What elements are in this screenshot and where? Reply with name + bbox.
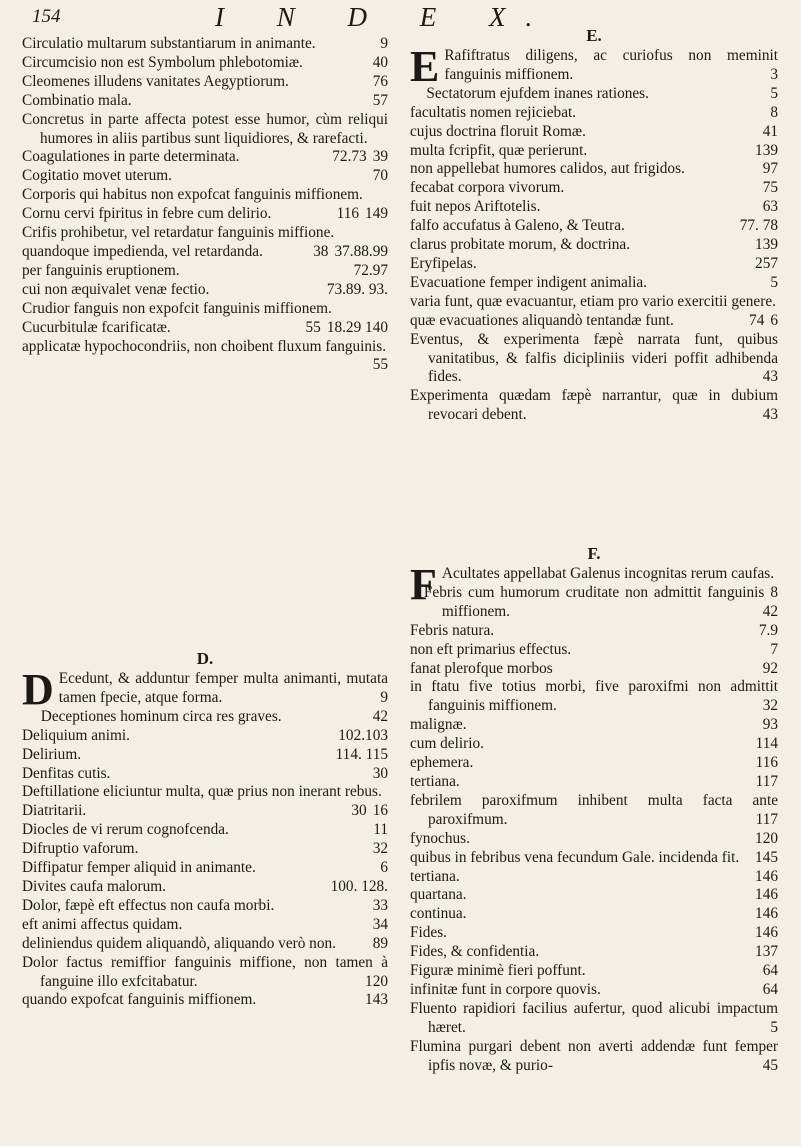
running-title: I N D E X. — [215, 2, 553, 32]
index-entry — [22, 991, 388, 1010]
entry-text: facultatis nomen rejiciebat. — [410, 103, 577, 121]
entry-page-ref: 77. 78 — [739, 217, 778, 235]
entry-text: Circumcisio non est Symbolum phlebotomiæ. — [22, 53, 303, 71]
entry-page-ref: 146 — [755, 905, 778, 923]
entry-text: quartana. — [410, 886, 467, 904]
entry-page-ref: 145 — [755, 848, 778, 866]
entry-page-ref: 64 — [762, 980, 778, 998]
entry-page-ref: 42 — [762, 602, 778, 620]
entry-text: Flumina purgari debent non averti addendæ funt femper ipfis novæ, & purio- — [410, 1037, 778, 1074]
entry-text: cujus doctrina floruit Romæ. — [410, 122, 586, 140]
index-entry — [22, 878, 388, 897]
index-entry — [410, 104, 778, 123]
index-entry — [410, 773, 778, 792]
entry-page-ref: 97 — [762, 160, 778, 178]
entry-text: Divites caufa malorum. — [22, 877, 166, 895]
initial-capital: F — [410, 560, 437, 609]
entry-text: non eft primarius effectus. — [410, 640, 572, 658]
entry-page-ref: 114. 115 — [335, 745, 388, 763]
entry-page-ref: 55 — [372, 356, 388, 374]
entry-text: fynochus. — [410, 829, 470, 847]
entry-text: Diocles de vi rerum cognofcenda. — [22, 821, 229, 839]
entry-page-ref: 37.88.99 — [334, 242, 388, 260]
initial-capital: E — [410, 42, 440, 91]
index-entry — [22, 821, 388, 840]
entry-page-ref: 6 — [770, 311, 778, 329]
section-letter: D. — [196, 649, 214, 668]
entry-text: quandoque impedienda, vel retardanda. — [22, 242, 263, 260]
entry-page-ref: 149 — [365, 205, 388, 223]
entry-page-ref: 89 — [372, 934, 388, 952]
index-entry — [22, 802, 388, 821]
entry-text: fecabat corpora vivorum. — [410, 179, 565, 197]
entry-page-ref: 114 — [755, 735, 778, 753]
entry-page-ref: 42 — [372, 707, 388, 725]
entry-text: cui non æquivalet venæ fectio. — [22, 280, 210, 298]
entry-page-ref: 30 — [351, 802, 367, 820]
entry-page-ref: 120 — [365, 972, 388, 990]
entry-page-ref: 102.103 — [338, 726, 388, 744]
entry-text: Concretus in parte affecta potest esse humor, cùm reliqui humores in aliis partibus sunt liquidiores, & rarefacti. — [22, 110, 388, 147]
entry-text: deliniendus quidem aliquandò, aliquando verò non. — [22, 934, 336, 952]
entry-page-ref: 55 — [305, 318, 321, 336]
entry-text: Diffipatur femper aliquid in animante. — [22, 859, 256, 877]
entry-text: infinitæ funt in corpore quovis. — [410, 980, 601, 998]
entry-page-ref: 33 — [372, 896, 388, 914]
entry-text: cum delirio. — [410, 735, 484, 753]
entry-text: Cornu cervi fpiritus in febre cum delirio. — [22, 205, 272, 223]
entry-page-ref: 30 — [372, 764, 388, 782]
entry-page-ref: 9 — [380, 35, 388, 52]
section-d — [22, 648, 388, 1010]
index-entry — [410, 42, 778, 91]
index-entry — [410, 1000, 778, 1038]
entry-page-ref: 8 — [770, 583, 778, 601]
entry-page-ref: 32 — [372, 840, 388, 858]
entry-page-ref: 39 — [372, 148, 388, 166]
index-entry — [22, 319, 388, 338]
entry-text: Febris natura. — [410, 621, 495, 639]
entry-text: Combinatio mala. — [22, 91, 132, 109]
index-entry — [410, 274, 778, 293]
index-entry — [410, 622, 778, 641]
index-entry — [22, 954, 388, 992]
entry-page-ref: 63 — [762, 198, 778, 216]
entry-text: Cucurbitulæ fcarificatæ. — [22, 318, 171, 336]
entry-page-ref: 139 — [755, 141, 778, 159]
entry-page-ref: 72.73 — [332, 148, 367, 166]
index-entry — [410, 924, 778, 943]
index-entry — [22, 148, 388, 167]
entry-page-ref: 70 — [372, 167, 388, 185]
entry-text: Deceptiones hominum circa res graves. — [40, 707, 282, 725]
entry-text: Fides. — [410, 924, 447, 942]
entry-page-ref: 9 — [380, 688, 388, 706]
entry-text: Fluento rapidiori facilius aufertur, quod alicubi impactum hæret. — [410, 999, 778, 1036]
index-entry — [22, 765, 388, 784]
entry-page-ref: 92 — [762, 659, 778, 677]
entry-page-ref: 16 — [372, 802, 388, 820]
entry-text: fanat plerofque morbos — [410, 659, 553, 677]
entry-page-ref: 146 — [755, 924, 778, 942]
entry-text: Cleomenes illudens vanitates Aegyptiorum. — [22, 72, 289, 90]
entry-page-ref: 3 — [770, 65, 778, 83]
entry-page-ref: 5 — [770, 1018, 778, 1036]
entry-text: multa fcripfit, quæ perierunt. — [410, 141, 588, 159]
entry-page-ref: 146 — [755, 867, 778, 885]
index-entry — [410, 160, 778, 179]
index-entry — [410, 1038, 778, 1076]
entry-page-ref: 75 — [762, 179, 778, 197]
index-entry — [22, 337, 388, 374]
entry-text: Crudior fanguis non expofcit fanguinis miffionem. — [22, 299, 332, 317]
index-entry — [410, 849, 778, 868]
index-entry — [22, 727, 388, 746]
entry-text: Denfitas cutis. — [22, 764, 111, 782]
entry-page-ref: 8 — [770, 103, 778, 121]
index-entry — [410, 660, 778, 679]
index-entry — [410, 331, 778, 388]
index-entry — [410, 312, 778, 331]
entry-page-ref: 18.29 140 — [326, 318, 388, 336]
entry-text: Ecedunt, & adduntur femper multa animanti, mutata tamen fpecie, atque forma. — [58, 670, 388, 706]
entry-page-ref: 100. 128. — [330, 877, 388, 895]
index-entry — [22, 205, 388, 224]
entry-text: Evacuatione femper indigent animalia. — [410, 273, 648, 291]
entry-page-ref: 45 — [762, 1056, 778, 1074]
entry-page-ref: 57 — [372, 91, 388, 109]
index-entry — [22, 916, 388, 935]
index-entry — [410, 981, 778, 1000]
entry-text: applicatæ hypochocondriis, non choibent fluxum fanguinis. — [22, 337, 387, 355]
entry-page-ref: 146 — [755, 886, 778, 904]
section-f — [410, 543, 778, 1075]
entry-text: Rafiftratus diligens, ac curiofus non meminit fanguinis miffionem. — [444, 47, 778, 83]
entry-page-ref: 34 — [372, 915, 388, 933]
entry-text: Cogitatio movet uterum. — [22, 167, 172, 185]
entry-page-ref: 117 — [755, 810, 778, 828]
entry-text: falfo accufatus à Galeno, & Teutra. — [410, 217, 625, 235]
entry-page-ref: 120 — [755, 829, 778, 847]
index-entry — [410, 905, 778, 924]
index-entry — [410, 830, 778, 849]
entry-text: Crifis prohibetur, vel retardatur fanguinis miffione. — [22, 224, 335, 242]
index-entry — [410, 123, 778, 142]
entry-text: continua. — [410, 905, 467, 923]
index-entry — [410, 868, 778, 887]
entry-text: Delirium. — [22, 745, 82, 763]
entry-page-ref: 43 — [762, 368, 778, 386]
section-c — [22, 35, 388, 375]
initial-capital: D — [22, 665, 54, 714]
entry-text: tertiana. — [410, 867, 460, 885]
entry-page-ref: 116 — [755, 754, 778, 772]
entry-page-ref: 5 — [770, 273, 778, 291]
entry-page-ref: 76 — [372, 72, 388, 90]
index-entry — [410, 236, 778, 255]
entry-text: fuit nepos Ariftotelis. — [410, 198, 541, 216]
entry-page-ref: 11 — [373, 821, 388, 839]
entry-page-ref: 6 — [380, 859, 388, 877]
entry-page-ref: 7 — [770, 640, 778, 658]
entry-text: in ftatu five totius morbi, five paroxifmi non admittit fanguinis miffionem. — [410, 678, 778, 715]
index-entry — [22, 708, 388, 727]
entry-text: Febris cum humorum cruditate non admittit fanguinis miffionem. — [423, 583, 765, 620]
entry-page-ref: 116 — [336, 205, 360, 223]
index-entry — [410, 641, 778, 660]
entry-text: Fides, & confidentia. — [410, 943, 540, 961]
entry-text: quæ evacuationes aliquandò tentandæ funt. — [410, 311, 674, 329]
entry-page-ref: 40 — [372, 53, 388, 71]
index-entry — [410, 198, 778, 217]
entry-text: Experimenta quædam fæpè narrantur, quæ in dubium revocari debent. — [410, 387, 778, 424]
index-entry — [22, 167, 388, 186]
index-entry — [410, 886, 778, 905]
index-entry — [22, 665, 388, 714]
entry-text: Dolor factus remiffior fanguinis miffione, non tamen à fanguine illo exfcitabatur. — [22, 953, 388, 990]
entry-page-ref: 7.9 — [758, 621, 778, 639]
entry-page-ref: 72.97 — [353, 261, 388, 279]
entry-text: Circulatio multarum substantiarum in animante. — [22, 35, 316, 52]
index-entry — [22, 92, 388, 111]
entry-page-ref: 64 — [762, 962, 778, 980]
index-entry — [410, 217, 778, 236]
entry-text: Diatritarii. — [22, 802, 87, 820]
entry-text: Deliquium animi. — [22, 726, 130, 744]
entry-text: clarus probitate morum, & doctrina. — [410, 236, 631, 254]
entry-text: eft animi affectus quidam. — [22, 915, 183, 933]
entry-page-ref: 139 — [755, 236, 778, 254]
entry-page-ref: 137 — [755, 943, 778, 961]
page-number: 154 — [32, 6, 61, 27]
index-entry — [22, 73, 388, 92]
index-entry — [410, 678, 778, 716]
entry-text: Difruptio vaforum. — [22, 840, 139, 858]
index-entry — [410, 792, 778, 830]
entry-text: Acultates appellabat Galenus incognitas rerum caufas. — [441, 565, 775, 582]
index-entry — [22, 243, 388, 262]
entry-text: tertiana. — [410, 772, 460, 790]
index-entry — [22, 897, 388, 916]
index-entry — [22, 746, 388, 765]
index-entry — [410, 85, 778, 104]
index-entry — [22, 262, 388, 281]
entry-text: quando expofcat fanguinis miffionem. — [22, 991, 257, 1009]
entry-page-ref: 38 — [313, 242, 329, 260]
index-entry — [22, 859, 388, 878]
index-entry — [410, 943, 778, 962]
index-entry — [410, 179, 778, 198]
entry-page-ref: 74 — [749, 311, 765, 329]
entry-page-ref: 93 — [762, 716, 778, 734]
entry-text: quibus in febribus vena fecundum Gale. incidenda fit. — [410, 848, 740, 866]
index-entry — [410, 387, 778, 425]
entry-text: non appellebat humores calidos, aut frigidos. — [410, 160, 685, 178]
entry-text: ephemera. — [410, 754, 474, 772]
entry-text: Coagulationes in parte determinata. — [22, 148, 240, 166]
entry-text: febrilem paroxifmum inhibent multa facta ante paroxifmum. — [410, 791, 778, 828]
entry-page-ref: 32 — [762, 697, 778, 715]
entry-text: Dolor, fæpè eft effectus non caufa morbi. — [22, 896, 275, 914]
entry-text: Figuræ minimè fieri poffunt. — [410, 962, 586, 980]
index-entry — [22, 35, 388, 54]
entry-text: Eryfipelas. — [410, 254, 477, 272]
entry-text: malignæ. — [410, 716, 467, 734]
index-entry — [22, 840, 388, 859]
entry-page-ref: 73.89. 93. — [326, 280, 388, 298]
index-entry — [22, 281, 388, 300]
section-e — [410, 25, 778, 425]
entry-text: Corporis qui habitus non expofcat fanguinis miffionem. — [22, 186, 363, 204]
entry-text: per fanguinis eruptionem. — [22, 261, 180, 279]
index-entry — [22, 935, 388, 954]
index-entry — [410, 735, 778, 754]
entry-text: Deftillatione eliciuntur multa, quæ prius non inerant rebus. — [22, 783, 382, 801]
entry-page-ref: 257 — [755, 254, 778, 272]
index-entry — [410, 754, 778, 773]
entry-text: Sectatorum ejufdem inanes rationes. — [426, 84, 649, 102]
index-entry — [410, 962, 778, 981]
index-entry — [410, 255, 778, 274]
entry-page-ref: 41 — [762, 122, 778, 140]
entry-page-ref: 117 — [755, 772, 778, 790]
entry-text: Eventus, & experimenta fæpè narrata funt, quibus vanitatibus, & falfis dicipliniis videri poffit adhibenda fides. — [410, 330, 778, 386]
section-letter: F. — [587, 544, 601, 563]
entry-page-ref: 5 — [770, 84, 778, 102]
entry-text: varia funt, quæ evacuantur, etiam pro vario exercitii genere. — [410, 292, 776, 310]
index-entry — [410, 716, 778, 735]
section-letter: E. — [586, 26, 602, 45]
entry-page-ref: 143 — [365, 991, 388, 1009]
index-entry — [22, 54, 388, 73]
entry-page-ref: 43 — [762, 406, 778, 424]
index-entry — [410, 142, 778, 161]
index-entry — [410, 584, 778, 622]
